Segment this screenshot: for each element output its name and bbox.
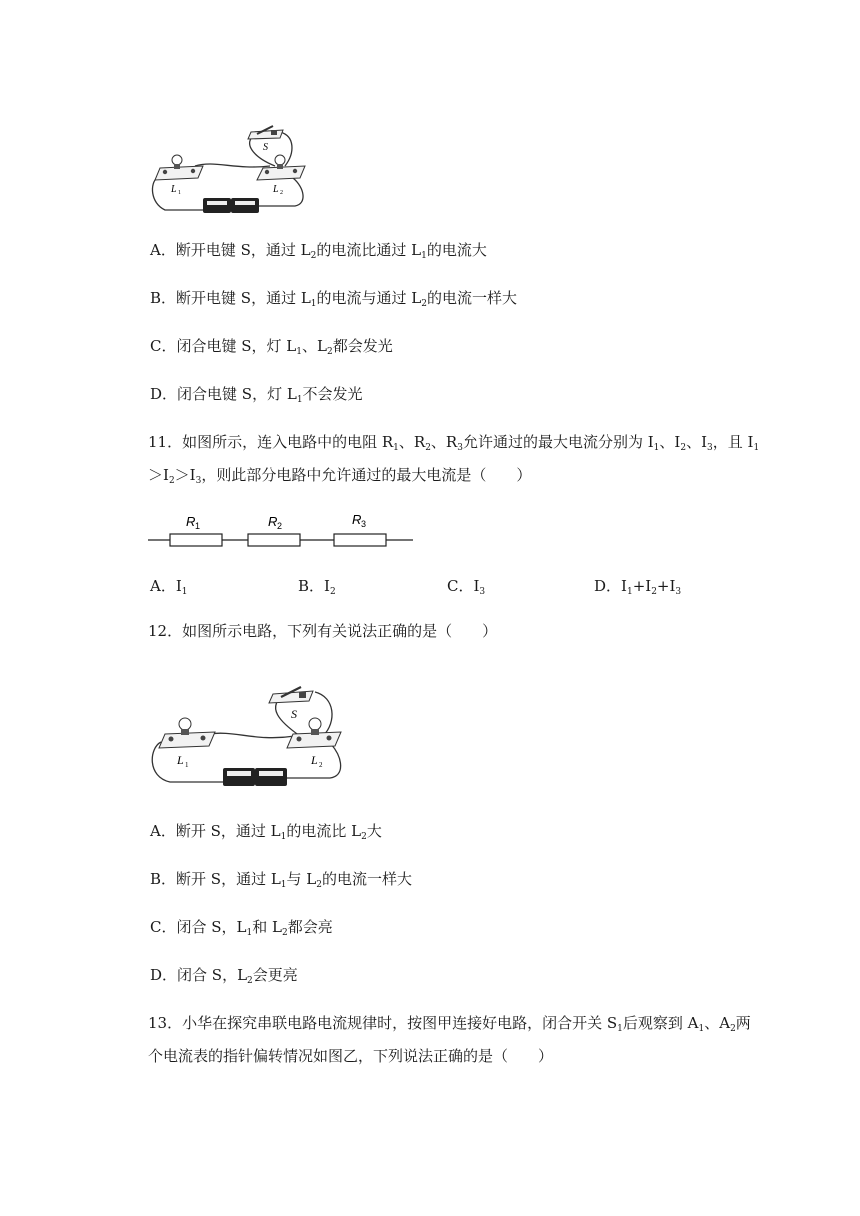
q11-option-a: A．$I_1$ (150, 577, 188, 597)
q10-option-d: D．闭合电键 S，灯 $L_1$不会发光 (150, 385, 363, 405)
q10-lamp1-label: L (171, 184, 177, 195)
q11-resistor-figure (148, 508, 418, 550)
q12-lamp2-label: L (311, 753, 318, 767)
q11-r3-sub: 3 (361, 519, 367, 529)
q12-option-b: B．断开 S，通过 $L_1$与 $L_2$的电流一样大 (150, 870, 413, 890)
q10-circuit-figure (145, 118, 315, 218)
q11-r3-label: R (352, 512, 362, 527)
q12-option-a: A．断开 S，通过 $L_1$的电流比 $L_2$大 (150, 822, 382, 842)
q11-option-b: B．$I_2$ (298, 577, 336, 597)
q10-switch-label: S (263, 142, 268, 153)
q12-lamp1-sub: 1 (185, 761, 189, 769)
q10-lamp1-sub: 1 (178, 190, 181, 196)
q12-circuit-figure (145, 682, 355, 794)
q11-option-c: C．$I_3$ (447, 577, 486, 597)
q12-switch-label: S (291, 707, 297, 721)
q10-option-c: C．闭合电键 S，灯 $L_1$、$L_2$都会发光 (150, 337, 393, 357)
q10-option-b: B．断开电键 S，通过 $L_1$的电流与通过 $L_2$的电流一样大 (150, 289, 518, 309)
q12-option-d: D．闭合 S，$L_2$会更亮 (150, 966, 298, 986)
q12-lamp1-label: L (177, 753, 184, 767)
q11-stem-line1: 11．如图所示，连入电路中的电阻 $R_1$、$R_2$、$R_3$允许通过的最大电流分别为 $I_1$、$I_2$、$I_3$，且 $I_1$ (148, 433, 760, 453)
q11-r1-label: R (186, 514, 196, 529)
q13-stem-line1: 13．小华在探究串联电路电流规律时，按图甲连接好电路，闭合开关 $S_1$后观察到 $A_1$、$A_2$两 (148, 1014, 751, 1034)
q10-lamp2-sub: 2 (280, 190, 283, 196)
q12-lamp2-sub: 2 (319, 761, 323, 769)
q11-stem-line2: $>I_2>I_3$，则此部分电路中允许通过的最大电流是（ ） (148, 466, 532, 486)
q10-option-a: A．断开电键 S，通过 $L_2$的电流比通过 $L_1$的电流大 (150, 241, 487, 261)
q13-stem-line2: 个电流表的指针偏转情况如图乙，下列说法正确的是（ ） (148, 1047, 554, 1065)
q12-stem: 12．如图所示电路，下列有关说法正确的是（ ） (148, 622, 498, 640)
q12-option-c: C．闭合 S，$L_1$和 $L_2$都会亮 (150, 918, 333, 938)
q11-r2-sub: 2 (277, 521, 283, 531)
q11-option-d: D．$I_1+I_2+I_3$ (594, 577, 682, 597)
q11-r2-label: R (268, 514, 278, 529)
q11-r1-sub: 1 (195, 521, 201, 531)
q10-lamp2-label: L (273, 184, 279, 195)
